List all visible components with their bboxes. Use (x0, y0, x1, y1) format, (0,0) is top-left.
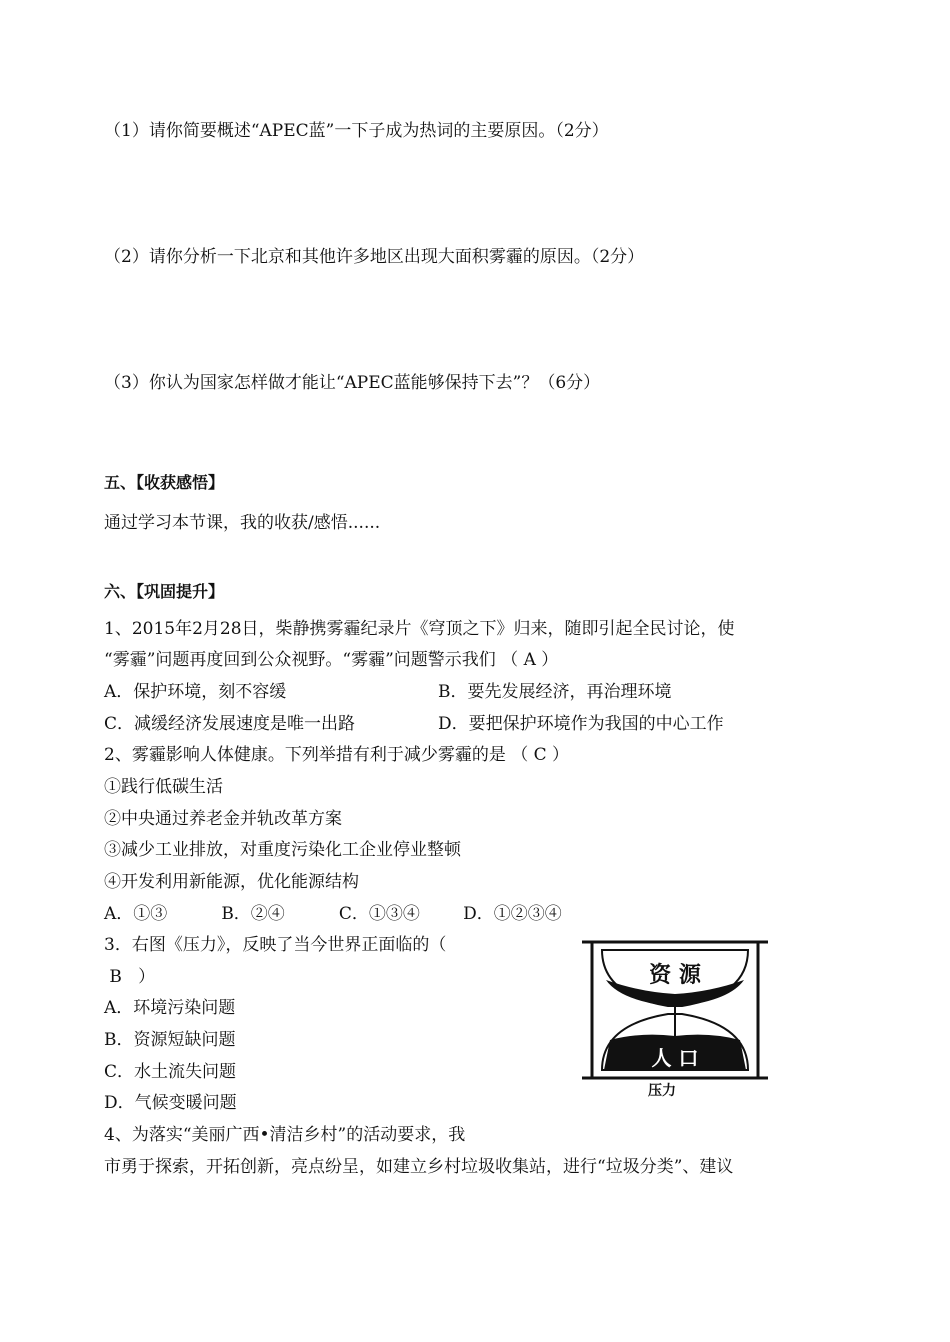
item-4-line-1: 4、为落实“美丽广西•清洁乡村”的活动要求，我 (104, 1125, 466, 1145)
item-1-line-1: 1、2015年2月28日，柴静携雾霾纪录片《穹顶之下》归来，随即引起全民讨论，使 (104, 619, 735, 639)
item-2-options: A．①③ B．②④ C．①③④ D．①②③④ (104, 904, 562, 924)
item-2-statement-2: ②中央通过养老金并轨改革方案 (104, 809, 342, 829)
item-3-option-b: B．资源短缺问题 (104, 1030, 236, 1050)
item-1-option-c: C．减缓经济发展速度是唯一出路 (104, 714, 356, 734)
item-1-option-a: A．保护环境，刻不容缓 (104, 682, 287, 702)
section-5-heading: 五、【收获感悟】 (104, 473, 225, 492)
section-6-heading: 六、【巩固提升】 (104, 582, 225, 601)
item-3-option-d: D．气候变暖问题 (104, 1093, 237, 1113)
figure-caption: 压力 (648, 1083, 676, 1099)
item-3-answer: B ） (104, 967, 156, 987)
item-2-statement-4: ④开发利用新能源，优化能源结构 (104, 872, 359, 892)
item-4-line-2: 市勇于探索，开拓创新，亮点纷呈，如建立乡村垃圾收集站，进行“垃圾分类”、建议 (104, 1157, 734, 1177)
question-3: （3）你认为国家怎样做才能让“APEC蓝能够保持下去”？（6分） (104, 373, 601, 393)
question-2: （2）请你分析一下北京和其他许多地区出现大面积雾霾的原因。（2分） (104, 247, 645, 267)
item-2-statement-1: ①践行低碳生活 (104, 777, 223, 797)
item-3-stem: 3．右图《压力》，反映了当今世界正面临的（ (104, 935, 447, 955)
hourglass-figure (580, 940, 770, 1100)
item-3-option-a: A．环境污染问题 (104, 998, 236, 1018)
item-2-statement-3: ③减少工业排放，对重度污染化工企业停业整顿 (104, 840, 461, 860)
item-1-line-2: “雾霾”问题再度回到公众视野。“雾霾”问题警示我们 （ A ） (104, 650, 559, 670)
item-1-option-b: B．要先发展经济，再治理环境 (438, 682, 672, 702)
question-1: （1）请你简要概述“APEC蓝”一下子成为热词的主要原因。（2分） (104, 121, 609, 141)
item-3-option-c: C．水土流失问题 (104, 1062, 237, 1082)
figure-bottom-label: 人 口 (651, 1046, 699, 1070)
item-2-stem: 2、雾霾影响人体健康。下列举措有利于减少雾霾的是 （ C ） (104, 745, 570, 765)
figure-top-label: 资 源 (649, 963, 701, 988)
section-5-text: 通过学习本节课，我的收获/感悟...... (104, 513, 381, 533)
item-1-option-d: D．要把保护环境作为我国的中心工作 (438, 714, 724, 734)
